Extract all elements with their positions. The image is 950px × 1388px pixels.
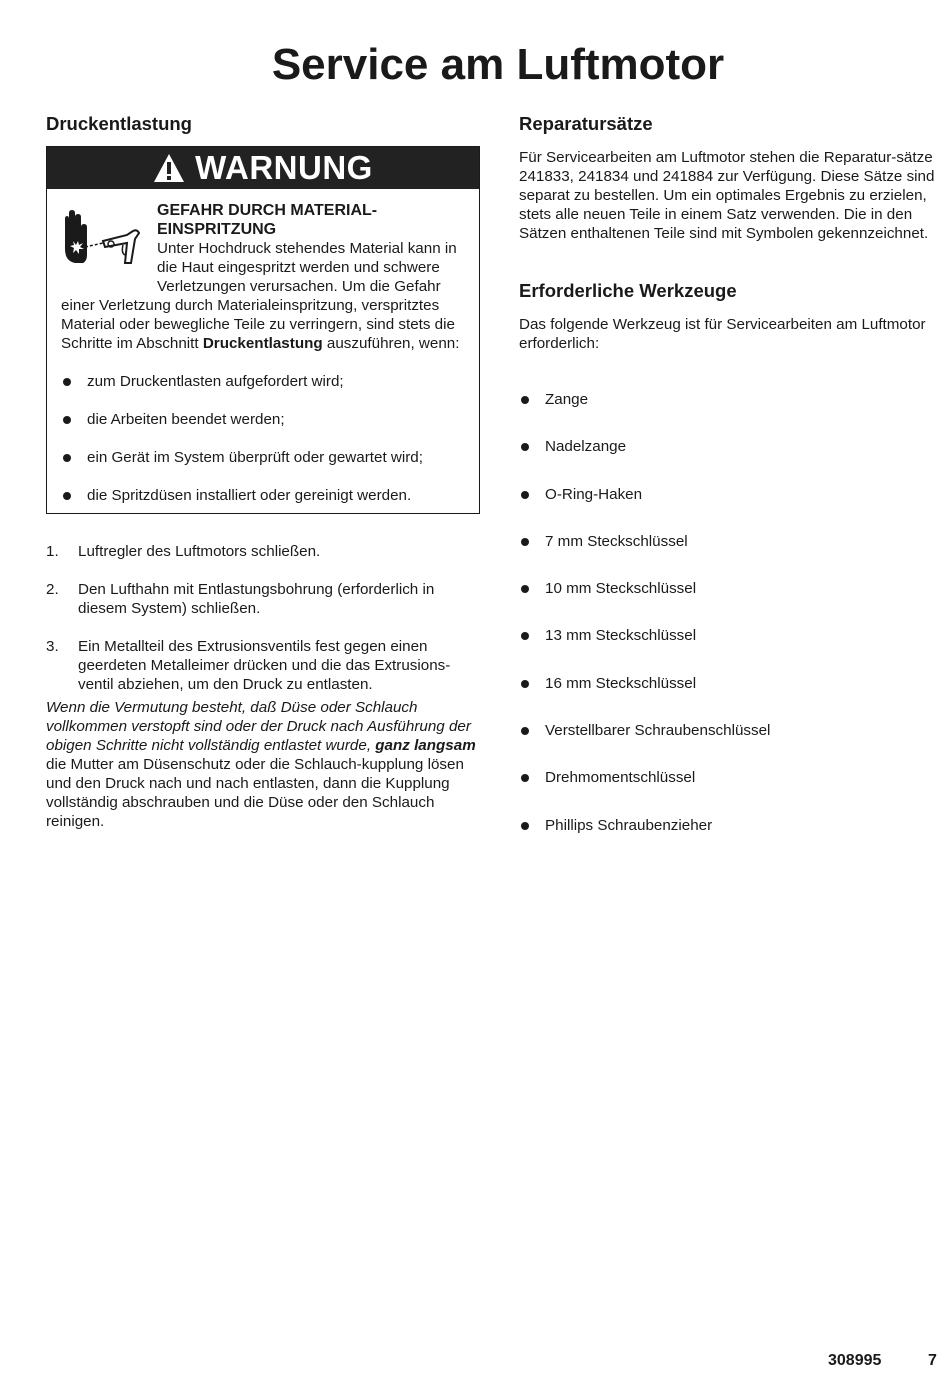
list-item: Phillips Schraubenzieher — [519, 816, 947, 835]
pressure-relief-heading: Druckentlastung — [46, 113, 192, 134]
list-item: Verstellbarer Schraubenschlüssel — [519, 721, 947, 740]
note-italic: Wenn die Vermutung besteht, daß Düse oder Schlauch vollkommen verstopft sind oder der Druck nach Ausführung der obigen Schritte nicht vollständig entlastet wurde, — [46, 699, 471, 754]
note-rest: die Mutter am Düsenschutz oder die Schlauch-kupplung lösen und den Druck nach und nach entlasten, dann die Kupplung vollständig abschrauben und die Düse oder den Schlauch reinigen. — [46, 756, 464, 830]
step-text: Den Lufthahn mit Entlastungsbohrung (erforderlich in diesem System) schließen. — [78, 581, 435, 617]
list-item: 10 mm Steckschlüssel — [519, 579, 947, 598]
list-item: O-Ring-Haken — [519, 485, 947, 504]
page-title: Service am Luftmotor — [271, 40, 725, 89]
right-column — [519, 112, 947, 863]
repair-kits-heading: Reparatursätze — [519, 113, 653, 134]
hazard-title-line-2: EINSPRITZUNG — [157, 221, 277, 238]
hazard-block — [61, 201, 465, 296]
list-item: 16 mm Steckschlüssel — [519, 674, 947, 693]
tools-list — [519, 390, 947, 835]
step-text: Luftregler des Luftmotors schließen. — [78, 543, 321, 560]
hazard-title-line-1: GEFAHR DURCH MATERIAL- — [157, 202, 378, 219]
note-bold: ganz langsam — [375, 737, 476, 754]
step-text: Ein Metallteil des Extrusionsventils fest gegen einen geerdeten Metalleimer drücken und die das Extrusions-ventil abziehen, um den Druck zu entlasten. — [78, 638, 451, 693]
step-number: 1. — [46, 543, 59, 560]
hazard-text-part-2: auszuführen, wenn: — [322, 335, 460, 352]
list-item: Drehmomentschlüssel — [519, 768, 947, 787]
warning-label: WARNUNG — [195, 149, 373, 186]
hazard-text-bold-reference: Druckentlastung — [202, 335, 323, 352]
hazard-text-continued — [61, 296, 465, 353]
list-item: zum Druckentlasten aufgefordert wird; — [61, 372, 465, 391]
required-tools-intro: Das folgende Werkzeug ist für Servicearbeiten am Luftmotor erforderlich: — [519, 316, 926, 352]
list-item: 7 mm Steckschlüssel — [519, 532, 947, 551]
warning-body — [47, 189, 479, 513]
warning-header — [47, 147, 479, 189]
page-number: 7 — [928, 1352, 937, 1369]
step-item — [46, 542, 480, 561]
step-number: 2. — [46, 581, 59, 598]
required-tools-heading: Erforderliche Werkzeuge — [519, 280, 737, 301]
list-item: die Spritzdüsen installiert oder gereinigt werden. — [61, 486, 465, 505]
clogged-nozzle-note — [46, 698, 480, 831]
warning-triangle-icon — [153, 153, 185, 183]
list-item: die Arbeiten beendet werden; — [61, 410, 465, 429]
step-item — [46, 637, 480, 694]
list-item: ein Gerät im System überprüft oder gewartet wird; — [61, 448, 465, 467]
step-item — [46, 580, 480, 618]
list-item: Nadelzange — [519, 437, 947, 456]
step-number: 3. — [46, 638, 59, 655]
hazard-text-part-1: einer Verletzung durch Materialeinspritzung, verspritztes Material oder bewegliche Teile zu verringern, sind stets die Schritte im Abschnitt — [61, 297, 455, 352]
warning-box — [46, 146, 480, 514]
procedure-steps — [46, 542, 480, 694]
injection-hazard-icon — [61, 207, 143, 269]
document-number: 308995 — [828, 1352, 882, 1369]
hazard-description — [157, 201, 465, 296]
list-item: 13 mm Steckschlüssel — [519, 626, 947, 645]
list-item: Zange — [519, 390, 947, 409]
warning-bullet-list — [61, 372, 465, 505]
left-column — [46, 112, 480, 831]
hazard-text: Unter Hochdruck stehendes Material kann in die Haut eingespritzt werden und schwere Verletzungen verursachen. Um die Gefahr — [157, 240, 457, 295]
repair-kits-text: Für Servicearbeiten am Luftmotor stehen die Reparatur-sätze 241833, 241834 und 241884 zur Verfügung. Diese Sätze sind separat zu bestellen. Um ein optimales Ergebnis zu erzielen, stets alle neuen Teile in einem Satz verwenden. Die in den Sätzen enthaltenen Teile sind mit Symbolen gekennzeichnet. — [519, 149, 935, 242]
